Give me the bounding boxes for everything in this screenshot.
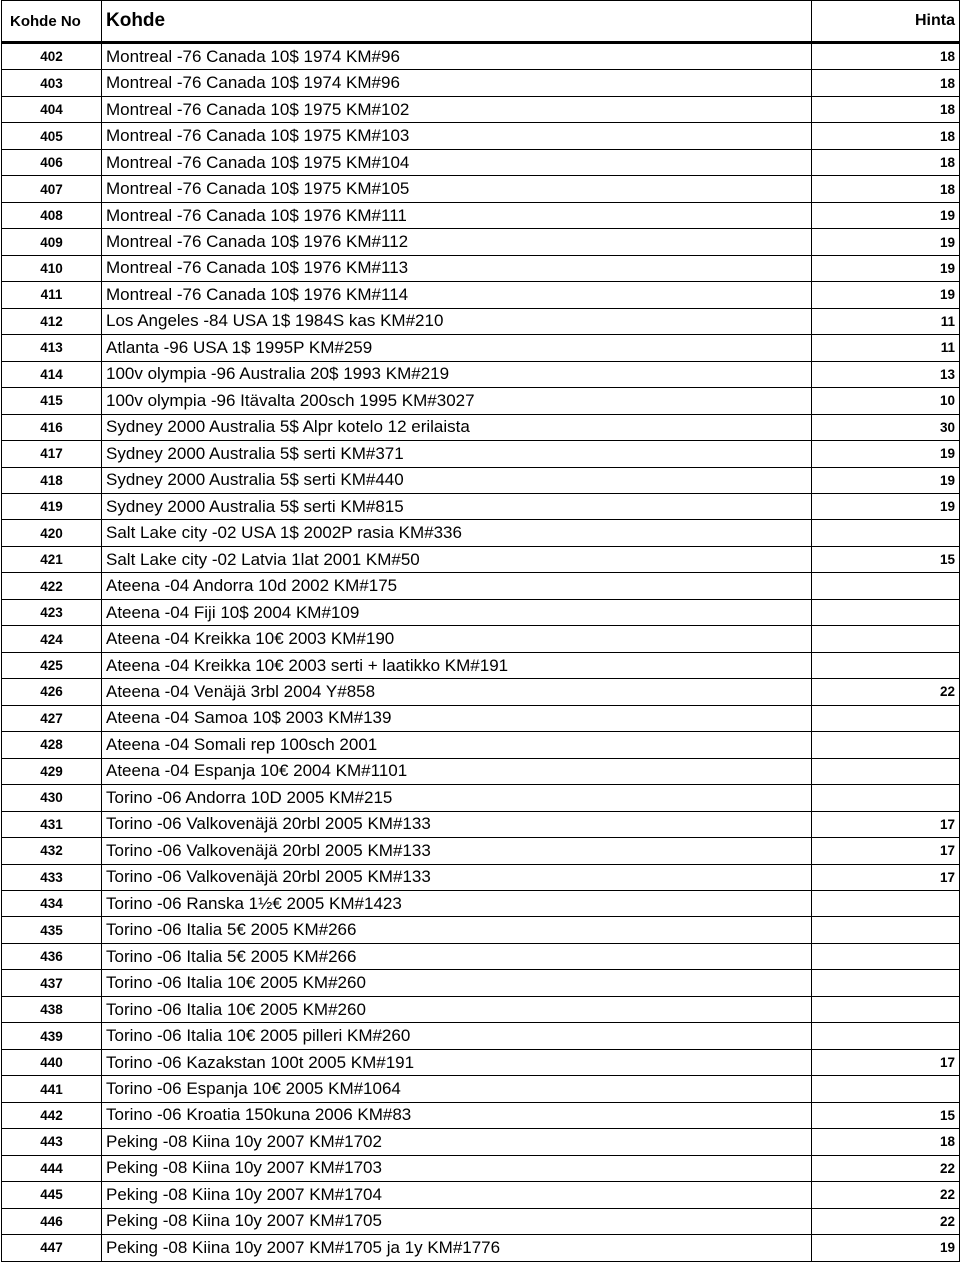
table-row <box>2 626 960 652</box>
item-number-cell: 405 <box>2 123 102 149</box>
item-price-cell: 19 <box>812 229 960 255</box>
item-description-cell: Ateena -04 Samoa 10$ 2003 KM#139 <box>102 705 812 731</box>
item-price-cell <box>812 705 960 731</box>
item-number-cell: 418 <box>2 467 102 493</box>
table-row <box>2 785 960 811</box>
item-number-cell: 406 <box>2 149 102 175</box>
item-number-cell: 422 <box>2 573 102 599</box>
item-number-cell: 427 <box>2 705 102 731</box>
item-description-cell: Torino -06 Kroatia 150kuna 2006 KM#83 <box>102 1102 812 1128</box>
item-description-cell: Sydney 2000 Australia 5$ serti KM#440 <box>102 467 812 493</box>
item-price-cell: 19 <box>812 255 960 281</box>
item-description-cell: Peking -08 Kiina 10y 2007 KM#1705 ja 1y KM#1776 <box>102 1235 812 1261</box>
table-row <box>2 546 960 572</box>
table-row <box>2 70 960 96</box>
item-price-cell: 18 <box>812 70 960 96</box>
item-number-cell: 411 <box>2 282 102 308</box>
item-price-cell: 22 <box>812 679 960 705</box>
item-number-cell: 417 <box>2 441 102 467</box>
item-price-cell: 18 <box>812 123 960 149</box>
table-row <box>2 229 960 255</box>
item-description-cell: Montreal -76 Canada 10$ 1974 KM#96 <box>102 70 812 96</box>
item-price-cell: 19 <box>812 282 960 308</box>
item-description-cell: Torino -06 Valkovenäjä 20rbl 2005 KM#133 <box>102 864 812 890</box>
item-price-cell: 19 <box>812 1235 960 1261</box>
item-description-cell: Ateena -04 Kreikka 10€ 2003 serti + laatikko KM#191 <box>102 652 812 678</box>
item-number-cell: 434 <box>2 891 102 917</box>
item-description-cell: Montreal -76 Canada 10$ 1975 KM#103 <box>102 123 812 149</box>
item-number-cell: 439 <box>2 1023 102 1049</box>
item-price-cell: 18 <box>812 96 960 122</box>
item-number-cell: 414 <box>2 361 102 387</box>
item-price-cell: 17 <box>812 838 960 864</box>
item-number-cell: 433 <box>2 864 102 890</box>
item-description-cell: Montreal -76 Canada 10$ 1976 KM#113 <box>102 255 812 281</box>
item-price-cell: 15 <box>812 546 960 572</box>
item-description-cell: 100v olympia -96 Australia 20$ 1993 KM#219 <box>102 361 812 387</box>
item-price-cell: 17 <box>812 864 960 890</box>
table-body <box>2 43 960 1262</box>
table-row <box>2 1023 960 1049</box>
table-row <box>2 996 960 1022</box>
item-description-cell: Salt Lake city -02 USA 1$ 2002P rasia KM#336 <box>102 520 812 546</box>
item-description-cell: Torino -06 Italia 10€ 2005 KM#260 <box>102 996 812 1022</box>
item-price-cell: 19 <box>812 493 960 519</box>
item-description-cell: Montreal -76 Canada 10$ 1974 KM#96 <box>102 43 812 70</box>
item-number-cell: 440 <box>2 1049 102 1075</box>
header-item-description: Kohde <box>102 1 812 43</box>
item-price-cell: 18 <box>812 43 960 70</box>
table-row <box>2 679 960 705</box>
table-row <box>2 282 960 308</box>
item-description-cell: Ateena -04 Kreikka 10€ 2003 KM#190 <box>102 626 812 652</box>
item-description-cell: Peking -08 Kiina 10y 2007 KM#1703 <box>102 1155 812 1181</box>
item-number-cell: 431 <box>2 811 102 837</box>
table-row <box>2 1235 960 1261</box>
item-description-cell: Torino -06 Italia 10€ 2005 KM#260 <box>102 970 812 996</box>
item-description-cell: Ateena -04 Fiji 10$ 2004 KM#109 <box>102 599 812 625</box>
item-description-cell: Peking -08 Kiina 10y 2007 KM#1704 <box>102 1182 812 1208</box>
table-row <box>2 732 960 758</box>
item-price-cell: 22 <box>812 1182 960 1208</box>
item-price-cell <box>812 626 960 652</box>
item-price-cell <box>812 996 960 1022</box>
item-description-cell: Los Angeles -84 USA 1$ 1984S kas KM#210 <box>102 308 812 334</box>
table-row <box>2 361 960 387</box>
item-price-cell: 22 <box>812 1155 960 1181</box>
item-number-cell: 441 <box>2 1076 102 1102</box>
item-price-cell <box>812 1023 960 1049</box>
item-price-cell: 30 <box>812 414 960 440</box>
item-number-cell: 425 <box>2 652 102 678</box>
item-description-cell: Sydney 2000 Australia 5$ serti KM#371 <box>102 441 812 467</box>
item-number-cell: 412 <box>2 308 102 334</box>
item-price-cell: 18 <box>812 1129 960 1155</box>
table-row <box>2 255 960 281</box>
table-header <box>2 1 960 43</box>
item-number-cell: 410 <box>2 255 102 281</box>
item-description-cell: Salt Lake city -02 Latvia 1lat 2001 KM#50 <box>102 546 812 572</box>
table-row <box>2 1076 960 1102</box>
item-number-cell: 408 <box>2 202 102 228</box>
item-number-cell: 421 <box>2 546 102 572</box>
item-description-cell: Montreal -76 Canada 10$ 1976 KM#114 <box>102 282 812 308</box>
item-number-cell: 402 <box>2 43 102 70</box>
table-row <box>2 1182 960 1208</box>
item-price-cell: 19 <box>812 202 960 228</box>
table-row <box>2 1208 960 1234</box>
item-number-cell: 429 <box>2 758 102 784</box>
table-row <box>2 1049 960 1075</box>
table-row <box>2 43 960 70</box>
table-row <box>2 891 960 917</box>
item-price-cell <box>812 599 960 625</box>
item-description-cell: Ateena -04 Somali rep 100sch 2001 <box>102 732 812 758</box>
item-price-cell <box>812 652 960 678</box>
item-price-cell: 10 <box>812 388 960 414</box>
table-row <box>2 573 960 599</box>
item-number-cell: 416 <box>2 414 102 440</box>
item-number-cell: 409 <box>2 229 102 255</box>
item-number-cell: 444 <box>2 1155 102 1181</box>
item-price-cell <box>812 573 960 599</box>
item-description-cell: Peking -08 Kiina 10y 2007 KM#1705 <box>102 1208 812 1234</box>
item-number-cell: 426 <box>2 679 102 705</box>
table-row <box>2 1155 960 1181</box>
table-row <box>2 176 960 202</box>
item-price-cell <box>812 891 960 917</box>
item-description-cell: Montreal -76 Canada 10$ 1975 KM#104 <box>102 149 812 175</box>
item-number-cell: 442 <box>2 1102 102 1128</box>
item-number-cell: 437 <box>2 970 102 996</box>
item-number-cell: 420 <box>2 520 102 546</box>
header-row <box>2 1 960 43</box>
table-row <box>2 599 960 625</box>
item-price-cell: 17 <box>812 811 960 837</box>
item-description-cell: Ateena -04 Espanja 10€ 2004 KM#1101 <box>102 758 812 784</box>
item-price-cell <box>812 970 960 996</box>
table-row <box>2 388 960 414</box>
item-price-cell: 15 <box>812 1102 960 1128</box>
item-price-cell <box>812 732 960 758</box>
auction-items-table <box>1 0 960 1262</box>
table-row <box>2 811 960 837</box>
item-price-cell <box>812 758 960 784</box>
table-row <box>2 970 960 996</box>
item-description-cell: Montreal -76 Canada 10$ 1975 KM#105 <box>102 176 812 202</box>
header-price: Hinta <box>812 1 960 43</box>
item-description-cell: Torino -06 Italia 10€ 2005 pilleri KM#260 <box>102 1023 812 1049</box>
item-number-cell: 438 <box>2 996 102 1022</box>
table-row <box>2 652 960 678</box>
item-description-cell: Torino -06 Valkovenäjä 20rbl 2005 KM#133 <box>102 811 812 837</box>
item-price-cell <box>812 785 960 811</box>
item-description-cell: Montreal -76 Canada 10$ 1976 KM#112 <box>102 229 812 255</box>
table-row <box>2 705 960 731</box>
item-description-cell: Torino -06 Italia 5€ 2005 KM#266 <box>102 917 812 943</box>
item-description-cell: Montreal -76 Canada 10$ 1976 KM#111 <box>102 202 812 228</box>
item-number-cell: 415 <box>2 388 102 414</box>
item-price-cell: 13 <box>812 361 960 387</box>
item-number-cell: 443 <box>2 1129 102 1155</box>
item-number-cell: 430 <box>2 785 102 811</box>
item-number-cell: 446 <box>2 1208 102 1234</box>
table-row <box>2 308 960 334</box>
header-item-number: Kohde No <box>2 1 102 43</box>
item-description-cell: 100v olympia -96 Itävalta 200sch 1995 KM#3027 <box>102 388 812 414</box>
item-price-cell: 19 <box>812 441 960 467</box>
item-number-cell: 403 <box>2 70 102 96</box>
table-row <box>2 123 960 149</box>
item-number-cell: 435 <box>2 917 102 943</box>
table-row <box>2 917 960 943</box>
item-number-cell: 423 <box>2 599 102 625</box>
table-row <box>2 864 960 890</box>
table-row <box>2 493 960 519</box>
table-row <box>2 758 960 784</box>
item-number-cell: 432 <box>2 838 102 864</box>
item-description-cell: Torino -06 Espanja 10€ 2005 KM#1064 <box>102 1076 812 1102</box>
item-description-cell: Torino -06 Italia 5€ 2005 KM#266 <box>102 943 812 969</box>
table-row <box>2 96 960 122</box>
item-number-cell: 424 <box>2 626 102 652</box>
item-price-cell: 17 <box>812 1049 960 1075</box>
table-row <box>2 414 960 440</box>
item-description-cell: Sydney 2000 Australia 5$ serti KM#815 <box>102 493 812 519</box>
item-description-cell: Montreal -76 Canada 10$ 1975 KM#102 <box>102 96 812 122</box>
table-row <box>2 838 960 864</box>
item-price-cell: 18 <box>812 176 960 202</box>
item-price-cell <box>812 943 960 969</box>
item-description-cell: Peking -08 Kiina 10y 2007 KM#1702 <box>102 1129 812 1155</box>
item-description-cell: Torino -06 Valkovenäjä 20rbl 2005 KM#133 <box>102 838 812 864</box>
item-price-cell: 22 <box>812 1208 960 1234</box>
item-description-cell: Ateena -04 Andorra 10d 2002 KM#175 <box>102 573 812 599</box>
table-row <box>2 943 960 969</box>
item-number-cell: 413 <box>2 335 102 361</box>
item-number-cell: 447 <box>2 1235 102 1261</box>
item-description-cell: Atlanta -96 USA 1$ 1995P KM#259 <box>102 335 812 361</box>
table-row <box>2 202 960 228</box>
table-row <box>2 1129 960 1155</box>
item-price-cell: 11 <box>812 335 960 361</box>
item-price-cell: 11 <box>812 308 960 334</box>
item-price-cell <box>812 1076 960 1102</box>
table-row <box>2 467 960 493</box>
table-row <box>2 1102 960 1128</box>
item-description-cell: Ateena -04 Venäjä 3rbl 2004 Y#858 <box>102 679 812 705</box>
item-price-cell: 19 <box>812 467 960 493</box>
table-row <box>2 520 960 546</box>
item-price-cell <box>812 917 960 943</box>
table-row <box>2 335 960 361</box>
item-description-cell: Sydney 2000 Australia 5$ Alpr kotelo 12 erilaista <box>102 414 812 440</box>
item-number-cell: 407 <box>2 176 102 202</box>
item-description-cell: Torino -06 Andorra 10D 2005 KM#215 <box>102 785 812 811</box>
table-row <box>2 441 960 467</box>
item-price-cell: 18 <box>812 149 960 175</box>
item-number-cell: 445 <box>2 1182 102 1208</box>
item-description-cell: Torino -06 Ranska 1½€ 2005 KM#1423 <box>102 891 812 917</box>
table-row <box>2 149 960 175</box>
item-price-cell <box>812 520 960 546</box>
item-number-cell: 419 <box>2 493 102 519</box>
item-number-cell: 404 <box>2 96 102 122</box>
item-description-cell: Torino -06 Kazakstan 100t 2005 KM#191 <box>102 1049 812 1075</box>
item-number-cell: 436 <box>2 943 102 969</box>
item-number-cell: 428 <box>2 732 102 758</box>
